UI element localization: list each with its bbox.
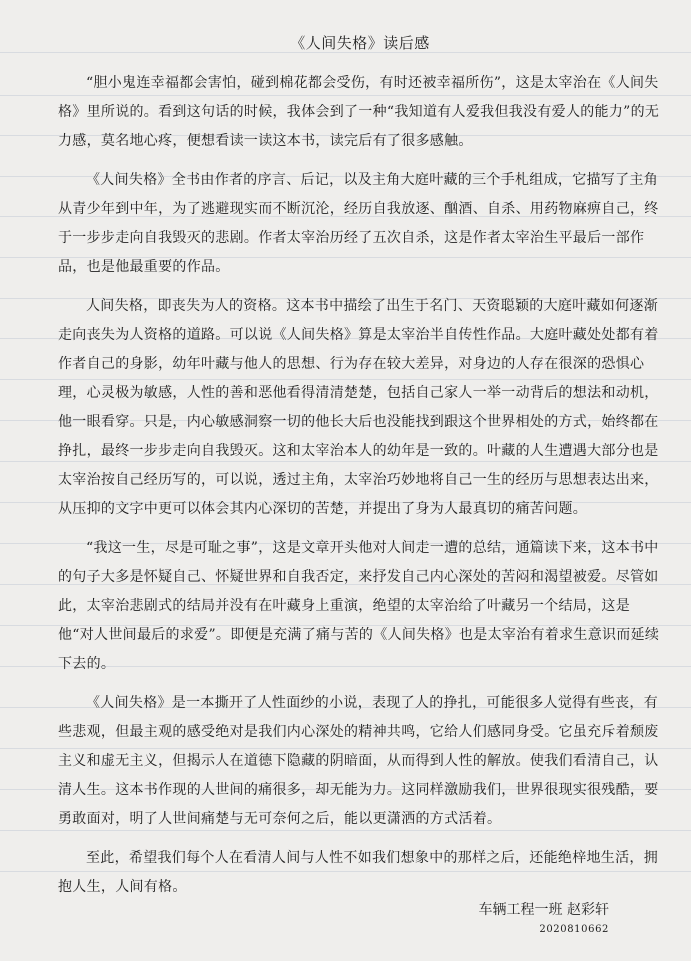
- essay-title: 《人间失格》读后感: [290, 34, 430, 52]
- paragraph-3: 人间失格，即丧失为人的资格。这本书中描绘了出生于名门、天资聪颖的大庭叶藏如何逐渐走向丧失为人资格的道路。可以说《人间失格》算是太宰治半自传性作品。大庭叶藏处处都有着作者自己的身影，幼年叶藏与他人的思想、行为存在较大差异，对身边的人存在很深的恐惧心理，心灵极为敏感，人性的善和恶他看得清清楚楚，包括自己家人一举一动背后的想法和动机，他一眼看穿。只是，内心敏感洞察一切的他长大后也没能找到跟这个世界相处的方式，始终都在挣扎，最终一步步走向自我毁灭。这和太宰治本人的幼年是一致的。叶藏的人生遭遇大部分也是太宰治按自己经历写的，可以说，透过主角，太宰治巧妙地将自己一生的经历与思想表达出来，从压抑的文字中更可以体会其内心深切的苦楚，并提出了身为人最真切的痛苦问题。: [58, 298, 659, 517]
- paragraph-6: 至此，希望我们每个人在看清人间与人性不如我们想象中的那样之后，还能绝梓地生活，拥抱人生，人间有格。: [58, 850, 658, 895]
- author-name: 车辆工程一班 赵彩轩: [478, 902, 609, 918]
- paragraph-5: 《人间失格》是一本撕开了人性面纱的小说，表现了人的挣扎，可能很多人觉得有些丧，有些悲观，但最主观的感受绝对是我们内心深处的精神共鸣，它给人们感同身受。它虽充斥着颓废主义和虚无主义，但揭示人在道德下隐藏的阴暗面，从而得到人性的解放。使我们看清自己，认清人生。这本书作现的人世间的痛很多，却无能为力。这同样激励我们，世界很现实很残酷，要勇敢面对，明了人世间痛楚与无可奈何之后，能以更潇洒的方式活着。: [58, 695, 659, 827]
- paragraph-4: “我这一生，尽是可耻之事”，这是文章开头他对人间走一遭的总结，通篇读下来，这本书中的句子大多是怀疑自己、怀疑世界和自我否定，来抒发自己内心深处的苦闷和渴望被爱。尽管如此，太宰治悲剧式的结局并没有在叶藏身上重演，绝望的太宰治给了叶藏另一个结局，这是他“对人世间最后的求爱”。即便是充满了痛与苦的《人间失格》也是太宰治有着求生意识而延续下去的。: [58, 540, 660, 672]
- paragraph-1: “胆小鬼连幸福都会害怕，碰到棉花都会受伤，有时还被幸福所伤”，这是太宰治在《人间失格》里所说的。看到这句话的时候，我体会到了一种“我知道有人爱我但我没有爱人的能力”的无力感，莫名地心疼，便想看读一读这本书，读完后有了很多感触。: [58, 75, 660, 149]
- paragraph-2: 《人间失格》全书由作者的序言、后记，以及主角大庭叶藏的三个手札组成，它描写了主角从青少年到中年，为了逃避现实而不断沉沦，经历自我放逐、酗酒、自杀、用药物麻痹自己，终于一步步走向自我毁灭的悲剧。作者太宰治历经了五次自杀，这是作者太宰治生平最后一部作品，也是他最重要的作品。: [58, 172, 659, 275]
- signature-block: [479, 899, 609, 939]
- essay-content: [58, 28, 662, 912]
- student-id: 2020810662: [539, 924, 609, 935]
